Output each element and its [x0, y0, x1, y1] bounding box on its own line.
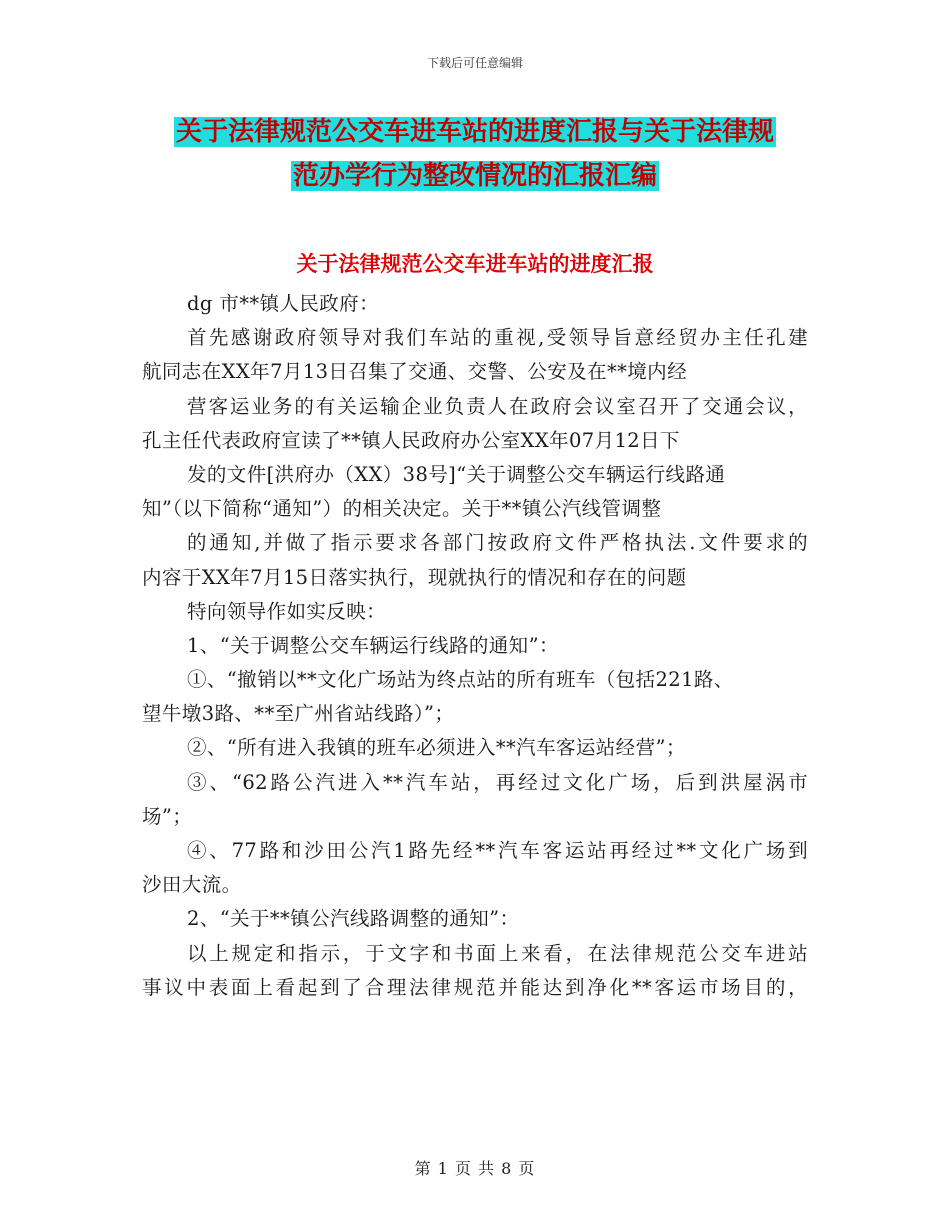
- document-title: [0, 110, 950, 198]
- text-line: ①、“撤销以**文化广场站为终点站的所有班车（包括221路、: [187, 668, 734, 692]
- text-line: 营客运业务的有关运输企业负责人在政府会议室召开了交通会议，: [187, 394, 808, 418]
- text-line: 内容于XX年7月15日落实执行，现就执行的情况和存在的问题: [142, 565, 687, 589]
- text-line: 沙田大流。: [142, 873, 242, 897]
- text-line: 孔主任代表政府宣读了**镇人民政府办公室XX年07月12日下: [142, 428, 680, 452]
- text-line: 航同志在XX年7月13日召集了交通、交警、公安及在**境内经: [142, 360, 687, 384]
- text-line: 首先感谢政府领导对我们车站的重视,受领导旨意经贸办主任孔建: [187, 326, 808, 350]
- text-line: 事议中表面上看起到了合理法律规范并能达到净化**客运市场目的，: [142, 975, 808, 999]
- text-line: ③、“62路公汽进入**汽车站，再经过文化广场，后到洪屋涡市: [187, 770, 808, 794]
- text-line: 场”；: [142, 804, 193, 828]
- header-note: 下载后可任意编辑: [426, 56, 523, 70]
- text-line: 知”（以下简称“通知”）的相关决定。关于**镇公汽线管调整: [142, 497, 662, 521]
- text-line: 以上规定和指示，于文字和书面上来看，在法律规范公交车进站: [187, 941, 808, 965]
- text-line: ②、“所有进入我镇的班车必须进入**汽车客运站经营”；: [187, 736, 686, 760]
- text-line: 2、“关于**镇公汽线路调整的通知”：: [187, 907, 520, 931]
- text-line: 的通知,并做了指示要求各部门按政府文件严格执法.文件要求的: [187, 531, 808, 555]
- text-line: 特向领导作如实反映：: [187, 599, 387, 623]
- page-footer: 第 1 页 共 8 页: [414, 1159, 536, 1178]
- title-line-1: 关于法律规范公交车进车站的进度汇报与关于法律规: [175, 117, 774, 147]
- text-line: 1、“关于调整公交车辆运行线路的通知”：: [187, 633, 559, 657]
- title-line-2: 范办学行为整改情况的汇报汇编: [292, 161, 657, 191]
- section-title: 关于法律规范公交车进车站的进度汇报: [296, 252, 654, 276]
- text-line: 望牛墩3路、**至广州省站线路）”；: [142, 702, 455, 726]
- body-text: [142, 287, 808, 1005]
- text-line: ④、77路和沙田公汽1路先经**汽车客运站再经过**文化广场到: [187, 839, 808, 862]
- text-line: dg 市**镇人民政府：: [187, 292, 379, 315]
- text-line: 发的文件[洪府办（XX）38号]“关于调整公交车辆运行线路通: [187, 462, 726, 486]
